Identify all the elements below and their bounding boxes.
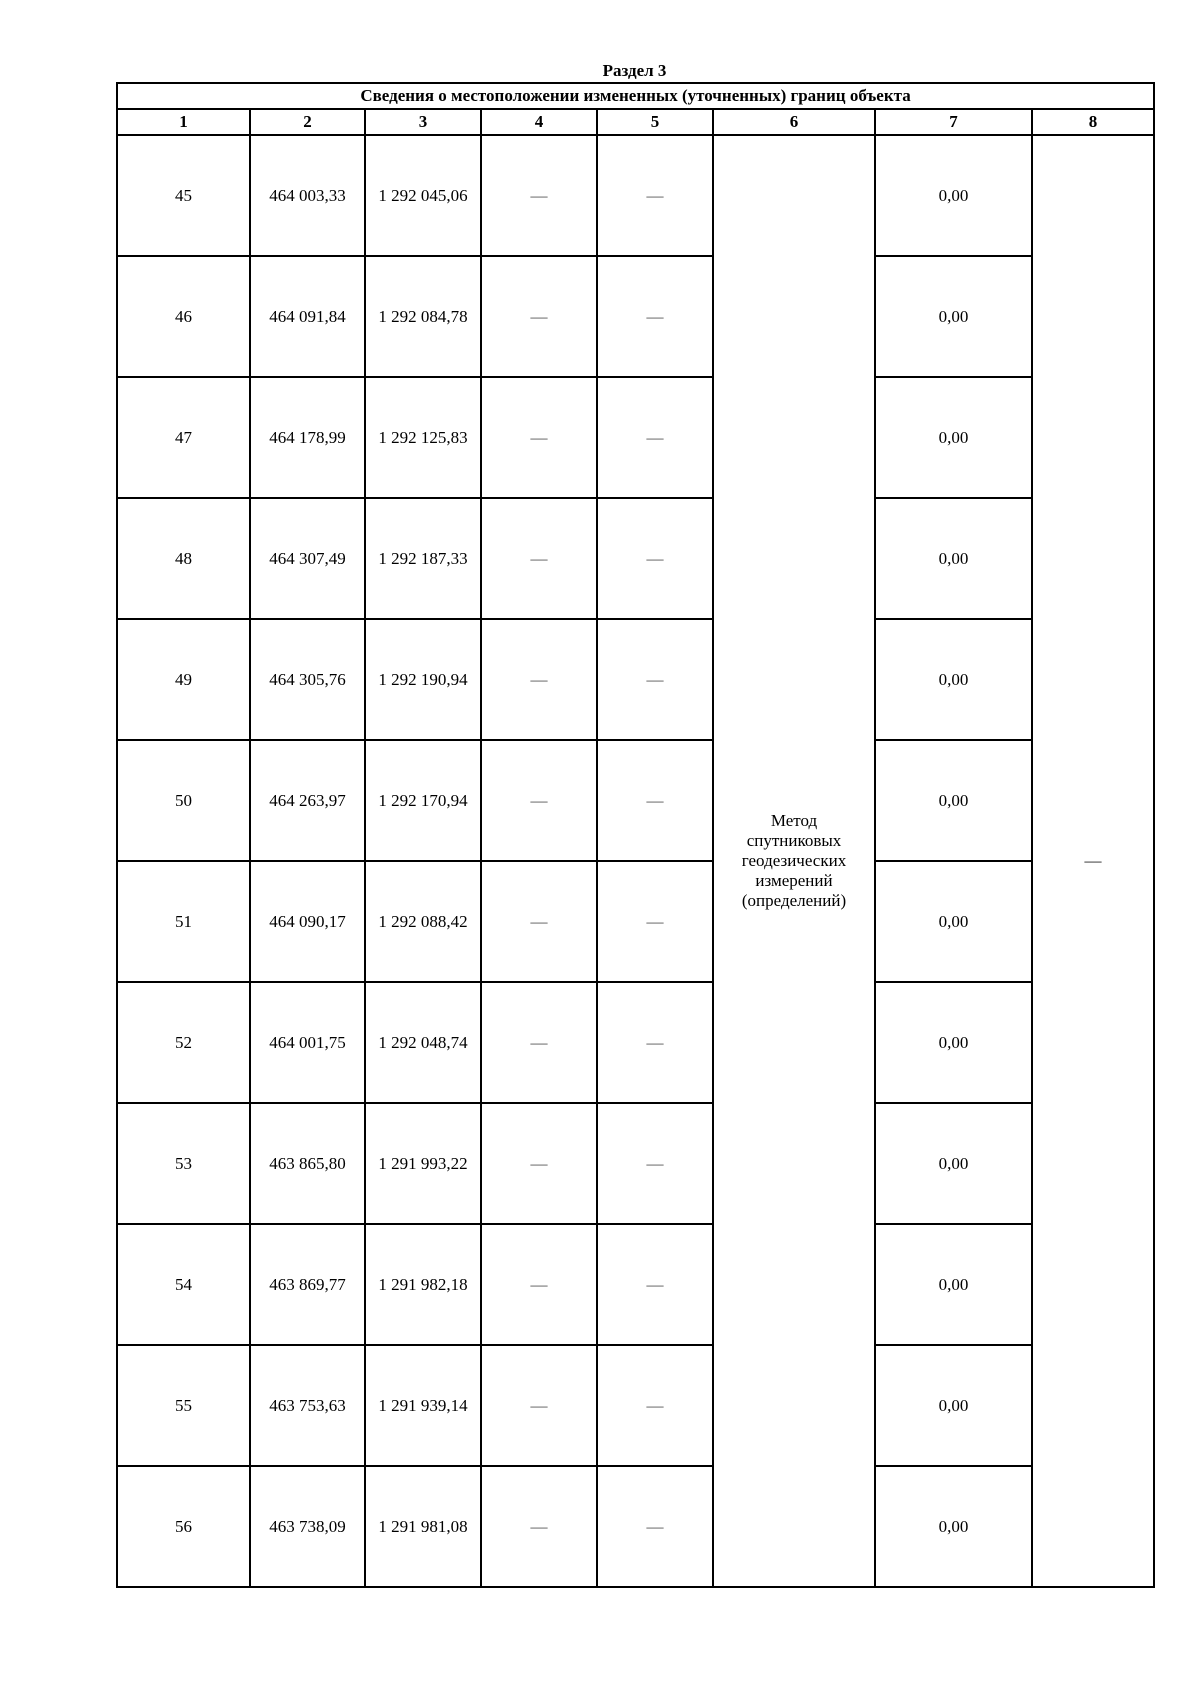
point-number: 51	[117, 861, 250, 982]
column-7-value: 0,00	[875, 619, 1032, 740]
table-row	[117, 135, 1154, 256]
column-5-value: —	[597, 135, 713, 256]
column-number-3: 3	[365, 109, 481, 135]
column-5-value: —	[597, 982, 713, 1103]
coordinate-x: 463 753,63	[250, 1345, 365, 1466]
column-5-value: —	[597, 861, 713, 982]
coordinate-y: 1 291 939,14	[365, 1345, 481, 1466]
column-8-value: —	[1032, 135, 1154, 1587]
point-number: 49	[117, 619, 250, 740]
point-number: 46	[117, 256, 250, 377]
method-line: измерений	[755, 871, 833, 890]
table-row	[117, 377, 1154, 498]
column-5-value: —	[597, 377, 713, 498]
column-5-value: —	[597, 740, 713, 861]
coordinate-y: 1 292 045,06	[365, 135, 481, 256]
method-line: Метод	[770, 811, 818, 830]
point-number: 45	[117, 135, 250, 256]
table-row	[117, 498, 1154, 619]
section-heading: Раздел 3	[602, 61, 667, 80]
point-number: 48	[117, 498, 250, 619]
column-4-value: —	[481, 256, 597, 377]
column-number-7: 7	[875, 109, 1032, 135]
column-4-value: —	[481, 861, 597, 982]
table-row	[117, 1224, 1154, 1345]
table-title: Сведения о местоположении измененных (уточненных) границ объекта	[117, 83, 1154, 109]
point-number: 52	[117, 982, 250, 1103]
method-line: геодезических	[741, 851, 847, 870]
column-number-row	[117, 109, 1154, 135]
table-row	[117, 1103, 1154, 1224]
coordinate-y: 1 291 993,22	[365, 1103, 481, 1224]
column-number-8: 8	[1032, 109, 1154, 135]
method-line: спутниковых	[746, 831, 842, 850]
column-5-value: —	[597, 1466, 713, 1587]
column-4-value: —	[481, 1466, 597, 1587]
coordinate-x: 463 869,77	[250, 1224, 365, 1345]
coordinate-x: 463 738,09	[250, 1466, 365, 1587]
table-row	[117, 1466, 1154, 1587]
coordinate-x: 464 090,17	[250, 861, 365, 982]
column-7-value: 0,00	[875, 1466, 1032, 1587]
column-number-5: 5	[597, 109, 713, 135]
column-5-value: —	[597, 498, 713, 619]
column-number-4: 4	[481, 109, 597, 135]
column-7-value: 0,00	[875, 740, 1032, 861]
column-5-value: —	[597, 256, 713, 377]
point-number: 54	[117, 1224, 250, 1345]
table-row	[117, 256, 1154, 377]
method-line: (определений)	[741, 891, 847, 910]
column-4-value: —	[481, 740, 597, 861]
coordinate-y: 1 292 084,78	[365, 256, 481, 377]
method-description	[713, 135, 875, 1587]
coordinate-x: 464 091,84	[250, 256, 365, 377]
point-number: 55	[117, 1345, 250, 1466]
coordinate-y: 1 291 982,18	[365, 1224, 481, 1345]
coordinate-x: 464 003,33	[250, 135, 365, 256]
column-4-value: —	[481, 377, 597, 498]
coordinate-y: 1 292 187,33	[365, 498, 481, 619]
coordinate-y: 1 292 190,94	[365, 619, 481, 740]
column-7-value: 0,00	[875, 1345, 1032, 1466]
coordinate-y: 1 292 125,83	[365, 377, 481, 498]
column-4-value: —	[481, 1345, 597, 1466]
table-row	[117, 740, 1154, 861]
column-4-value: —	[481, 982, 597, 1103]
column-number-6: 6	[713, 109, 875, 135]
point-number: 47	[117, 377, 250, 498]
coordinate-y: 1 291 981,08	[365, 1466, 481, 1587]
table-row	[117, 861, 1154, 982]
column-7-value: 0,00	[875, 377, 1032, 498]
column-number-1: 1	[117, 109, 250, 135]
table-row	[117, 1345, 1154, 1466]
coordinate-x: 464 305,76	[250, 619, 365, 740]
boundary-coordinates-table	[116, 82, 1155, 1588]
column-4-value: —	[481, 498, 597, 619]
table-row	[117, 619, 1154, 740]
column-7-value: 0,00	[875, 256, 1032, 377]
column-4-value: —	[481, 1224, 597, 1345]
column-4-value: —	[481, 619, 597, 740]
coordinate-y: 1 292 088,42	[365, 861, 481, 982]
column-5-value: —	[597, 1103, 713, 1224]
point-number: 53	[117, 1103, 250, 1224]
coordinate-y: 1 292 170,94	[365, 740, 481, 861]
column-7-value: 0,00	[875, 1103, 1032, 1224]
column-4-value: —	[481, 135, 597, 256]
point-number: 50	[117, 740, 250, 861]
column-5-value: —	[597, 1224, 713, 1345]
column-5-value: —	[597, 619, 713, 740]
column-7-value: 0,00	[875, 982, 1032, 1103]
table-row	[117, 982, 1154, 1103]
coordinate-y: 1 292 048,74	[365, 982, 481, 1103]
coordinate-x: 464 001,75	[250, 982, 365, 1103]
column-5-value: —	[597, 1345, 713, 1466]
column-7-value: 0,00	[875, 135, 1032, 256]
coordinate-x: 464 263,97	[250, 740, 365, 861]
column-number-2: 2	[250, 109, 365, 135]
point-number: 56	[117, 1466, 250, 1587]
column-7-value: 0,00	[875, 1224, 1032, 1345]
column-7-value: 0,00	[875, 861, 1032, 982]
column-7-value: 0,00	[875, 498, 1032, 619]
column-4-value: —	[481, 1103, 597, 1224]
coordinate-x: 463 865,80	[250, 1103, 365, 1224]
coordinate-x: 464 307,49	[250, 498, 365, 619]
coordinate-x: 464 178,99	[250, 377, 365, 498]
